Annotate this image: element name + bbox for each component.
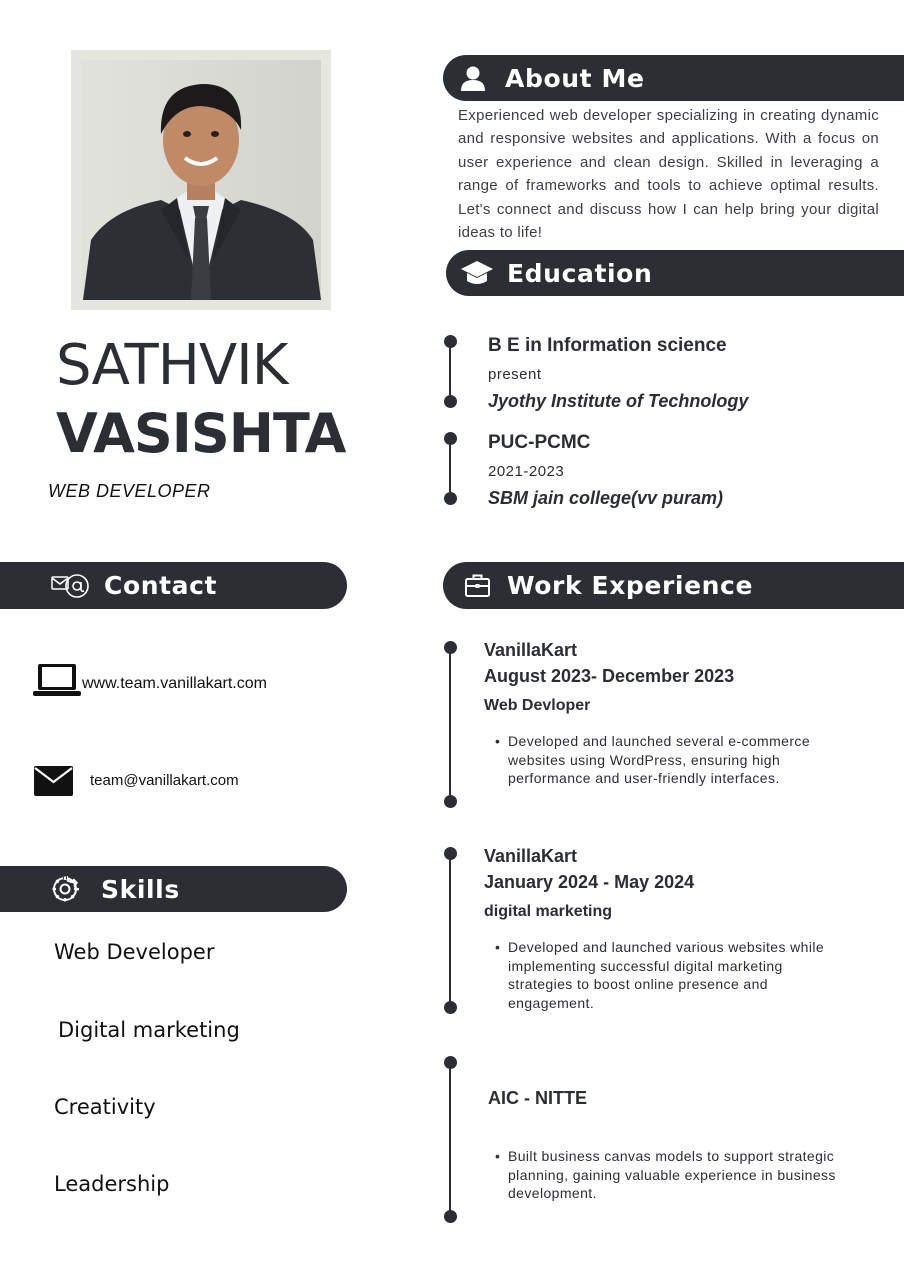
graduation-cap-icon xyxy=(460,258,494,288)
education-degree: B E in Information science xyxy=(488,335,727,356)
timeline-line xyxy=(449,341,451,401)
timeline-line xyxy=(449,647,451,801)
bullet-icon: • xyxy=(495,1148,501,1164)
work-bullet xyxy=(483,732,838,788)
timeline-dot xyxy=(444,795,457,808)
skill-item: Web Developer xyxy=(54,940,215,964)
timeline-dot xyxy=(444,395,457,408)
bullet-icon: • xyxy=(495,939,501,955)
work-bullet xyxy=(483,1147,838,1203)
skill-item: Creativity xyxy=(54,1095,156,1119)
education-date: 2021-2023 xyxy=(488,463,565,480)
skill-item: Digital marketing xyxy=(58,1018,240,1042)
education-degree: PUC-PCMC xyxy=(488,432,591,453)
contact-website[interactable]: www.team.vanillakart.com xyxy=(82,675,267,692)
timeline-line xyxy=(449,1062,451,1216)
bullet-icon: • xyxy=(495,733,501,749)
first-name: SATHVIK xyxy=(56,333,288,398)
timeline-line xyxy=(449,438,451,498)
work-bullet-text: Built business canvas models to support strategic planning, gaining valuable experience in business development. xyxy=(508,1148,836,1202)
work-role: digital marketing xyxy=(484,903,613,920)
about-me-header xyxy=(443,55,904,101)
skill-item: Leadership xyxy=(54,1172,170,1196)
timeline-dot xyxy=(444,492,457,505)
gear-icon xyxy=(51,875,79,903)
work-bullet-text: Developed and launched several e-commerce websites using WordPress, ensuring high performance and user-friendly interfaces. xyxy=(508,733,811,787)
contact-title: Contact xyxy=(104,571,218,600)
contact-header xyxy=(0,562,347,609)
work-experience-title: Work Experience xyxy=(507,571,753,600)
education-date: present xyxy=(488,366,542,383)
education-institution: Jyothy Institute of Technology xyxy=(488,391,749,411)
work-company: VanillaKart xyxy=(484,640,578,660)
skills-title: Skills xyxy=(101,874,180,904)
work-bullet-text: Developed and launched various websites while implementing successful digital marketing strategies to boost online presence and engagement. xyxy=(508,939,825,1011)
skills-header xyxy=(0,866,347,912)
timeline-dot xyxy=(444,1001,457,1014)
job-title: WEB DEVELOPER xyxy=(48,481,211,501)
work-dates: January 2024 - May 2024 xyxy=(484,872,695,892)
education-institution: SBM jain college(vv puram) xyxy=(488,488,724,508)
education-header xyxy=(446,250,904,296)
work-experience-header xyxy=(443,562,904,609)
briefcase-icon xyxy=(464,573,490,599)
laptop-icon xyxy=(33,662,81,703)
work-dates: August 2023- December 2023 xyxy=(484,666,735,686)
work-role: AIC - NITTE xyxy=(488,1088,587,1108)
timeline-dot xyxy=(444,1210,457,1223)
education-title: Education xyxy=(507,258,653,288)
work-bullet xyxy=(483,938,838,1012)
user-icon xyxy=(459,64,487,92)
last-name: VASISHTA xyxy=(56,402,346,465)
email-at-icon xyxy=(50,571,90,601)
contact-email[interactable]: team@vanillakart.com xyxy=(90,772,239,789)
work-role: Web Devloper xyxy=(484,697,591,714)
profile-photo xyxy=(81,60,321,300)
envelope-icon xyxy=(34,766,73,801)
about-me-title: About Me xyxy=(505,63,645,93)
work-company: VanillaKart xyxy=(484,846,578,866)
about-me-text: Experienced web developer specializing in creating dynamic and responsive websites and applications. With a focus on user experience and clean design. Skilled in leveraging a range of frameworks and tools to achieve optimal results. Let's connect and discuss how I can help bring your digital ideas to life! xyxy=(458,107,879,242)
timeline-line xyxy=(449,853,451,1007)
